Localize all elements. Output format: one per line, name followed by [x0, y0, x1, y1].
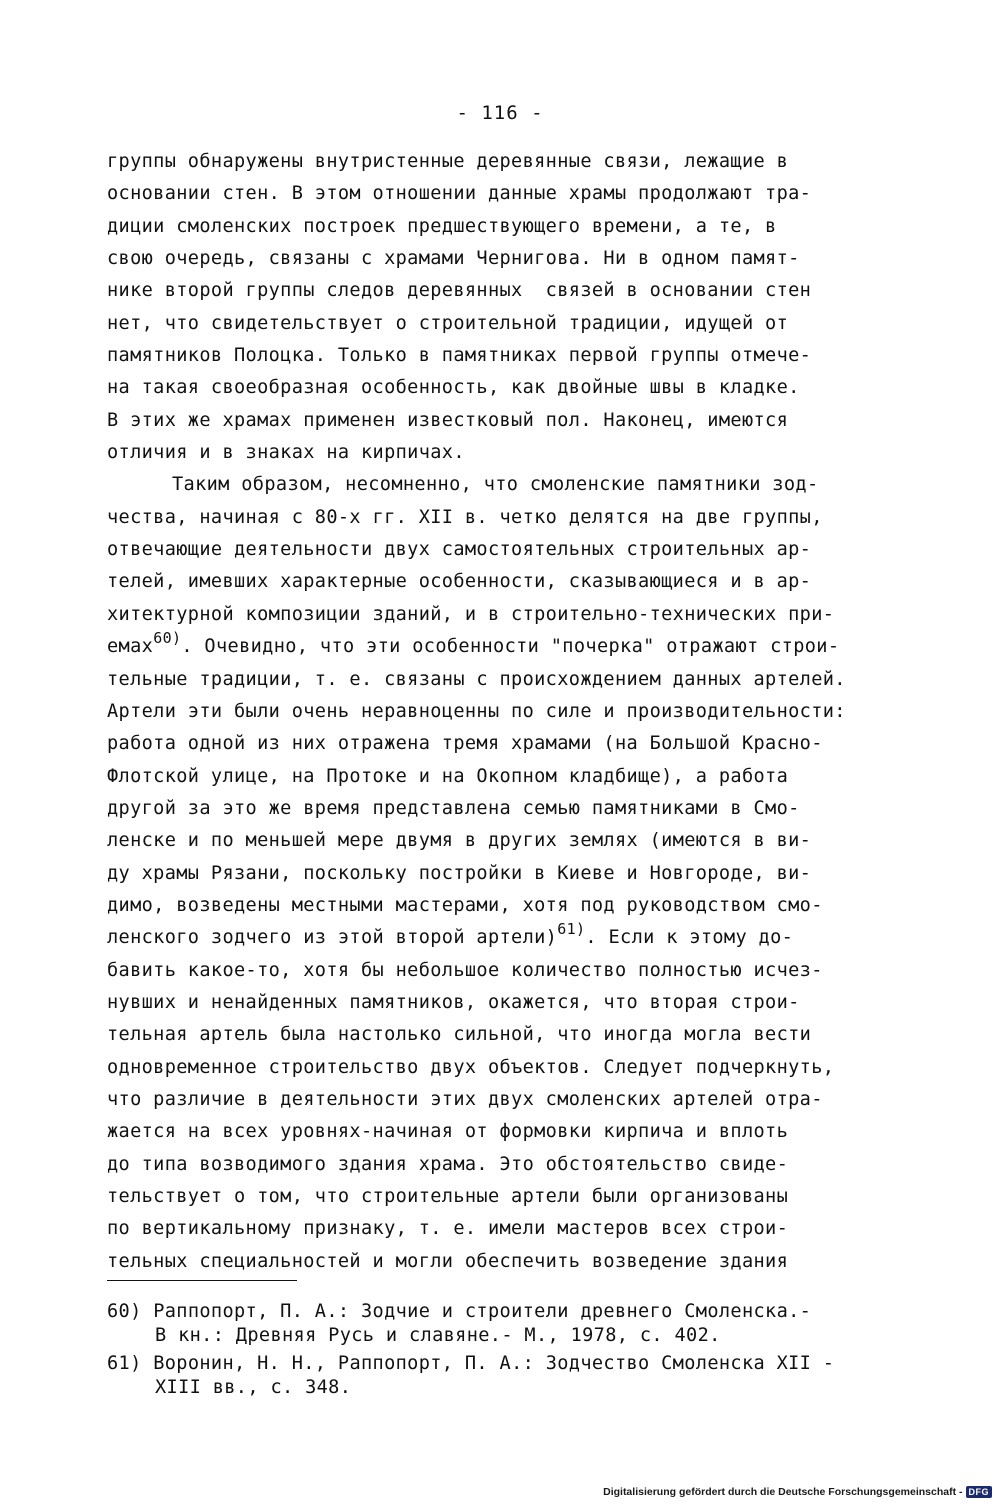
footnote-60-continuation: В кн.: Древняя Русь и славяне.- М., 1978, с. 402. — [155, 1325, 721, 1346]
dfg-logo: DFG — [966, 1486, 993, 1498]
paragraph-start-line: Таким образом, несомненно, что смоленские памятники зод- — [172, 474, 819, 496]
text-line: нике второй группы следов деревянных связей в основании стен — [107, 280, 812, 302]
footnote-61-continuation: XIII вв., с. 348. — [155, 1377, 352, 1398]
footnote-text: Воронин, Н. Н., Раппопорт, П. А.: Зодчество Смоленска XII - — [153, 1353, 835, 1374]
text-line: бавить какое-то, хотя бы небольшое количество полностью исчез- — [107, 959, 823, 981]
text-line: отвечающие деятельности двух самостоятельных строительных ар- — [107, 539, 812, 561]
text-line: чества, начиная с 80-х гг. XII в. четко делятся на две группы, — [107, 506, 823, 528]
footnote-divider — [107, 1280, 297, 1281]
credit-text: Digitalisierung gefördert durch die Deutsche Forschungsgemeinschaft - — [603, 1486, 963, 1498]
text-line: тельствует о том, что строительные артели были организованы — [107, 1186, 789, 1207]
footnote-61 — [107, 1352, 927, 1376]
main-text — [107, 146, 927, 1278]
text-segment: . Если к этому до- — [585, 927, 794, 949]
text-line: тельная артель была настолько сильной, что иногда могла вести — [107, 1024, 812, 1046]
footnotes — [107, 1300, 927, 1400]
text-line: работа одной из них отражена тремя храмами (на Большой Красно- — [107, 733, 823, 755]
text-line-with-footnote — [107, 922, 927, 954]
text-line: жается на всех уровнях-начиная от формовки кирпича и вплоть — [107, 1121, 789, 1143]
text-line: Флотской улице, на Протоке и на Окопном кладбище), а работа — [107, 765, 789, 787]
text-line: по вертикальному признаку, т. е. имели мастеров всех строи- — [107, 1218, 789, 1240]
text-line: В этих же храмах применен известковый пол. Наконец, имеются — [107, 409, 789, 431]
footnote-text: Раппопорт, П. А.: Зодчие и строители древнего Смоленска.- — [153, 1301, 812, 1322]
text-line: свою очередь, связаны с храмами Чернигова. Ни в одном памят- — [107, 248, 800, 270]
text-line: диции смоленских построек предшествующего времени, а те, в — [107, 215, 777, 237]
text-line: основании стен. В этом отношении данные храмы продолжают тра- — [107, 183, 812, 205]
text-line: что различие в деятельности этих двух смоленских артелей отра- — [107, 1088, 823, 1110]
footnote-ref-60: 60) — [153, 628, 182, 647]
footnote-ref-61: 61) — [557, 920, 586, 939]
text-segment: . Очевидно, что эти особенности "почерка" отражают строи- — [181, 636, 840, 658]
footnote-marker: 60) — [107, 1301, 142, 1322]
text-line: отличия и в знаках на кирпичах. — [107, 442, 465, 464]
text-line: ду храмы Рязани, поскольку постройки в Киеве и Новгороде, ви- — [107, 862, 812, 884]
text-segment: емах — [107, 636, 154, 658]
text-line: до типа возводимого здания храма. Это обстоятельство свиде- — [107, 1153, 789, 1175]
text-line: хитектурной композиции зданий, и в строительно-технических при- — [107, 603, 835, 625]
text-line: ленске и по меньшей мере двумя в других землях (имеются в ви- — [107, 830, 812, 852]
text-line: димо, возведены местными мастерами, хотя под руководством смо- — [107, 894, 823, 916]
text-line: телей, имевших характерные особенности, сказывающиеся и в ар- — [107, 571, 812, 593]
text-line-with-footnote — [107, 628, 927, 663]
page-number: - 116 - — [456, 102, 544, 124]
text-line: нет, что свидетельствует о строительной традиции, идущей от — [107, 312, 789, 334]
footnote-60 — [107, 1300, 927, 1324]
text-line: на такая своеобразная особенность, как двойные швы в кладке. — [107, 377, 800, 399]
text-segment: ленского зодчего из этой второй артели) — [107, 927, 558, 949]
text-line: Артели эти были очень неравноценны по силе и производительности: — [107, 700, 846, 722]
text-line: тельные традиции, т. е. связаны с происхождением данных артелей. — [107, 668, 846, 690]
text-line: памятников Полоцка. Только в памятниках первой группы отмече- — [107, 345, 812, 367]
text-line: одновременное строительство двух объектов. Следует подчеркнуть, — [107, 1056, 835, 1078]
digitization-credit — [603, 1486, 992, 1498]
text-line: нувших и ненайденных памятников, окажется, что вторая строи- — [107, 991, 800, 1013]
text-line: тельных специальностей и могли обеспечить возведение здания — [107, 1250, 789, 1272]
text-line: группы обнаружены внутристенные деревянные связи, лежащие в — [107, 151, 789, 172]
footnote-marker: 61) — [107, 1353, 142, 1374]
text-line: другой за это же время представлена семью памятниками в Смо- — [107, 797, 800, 819]
